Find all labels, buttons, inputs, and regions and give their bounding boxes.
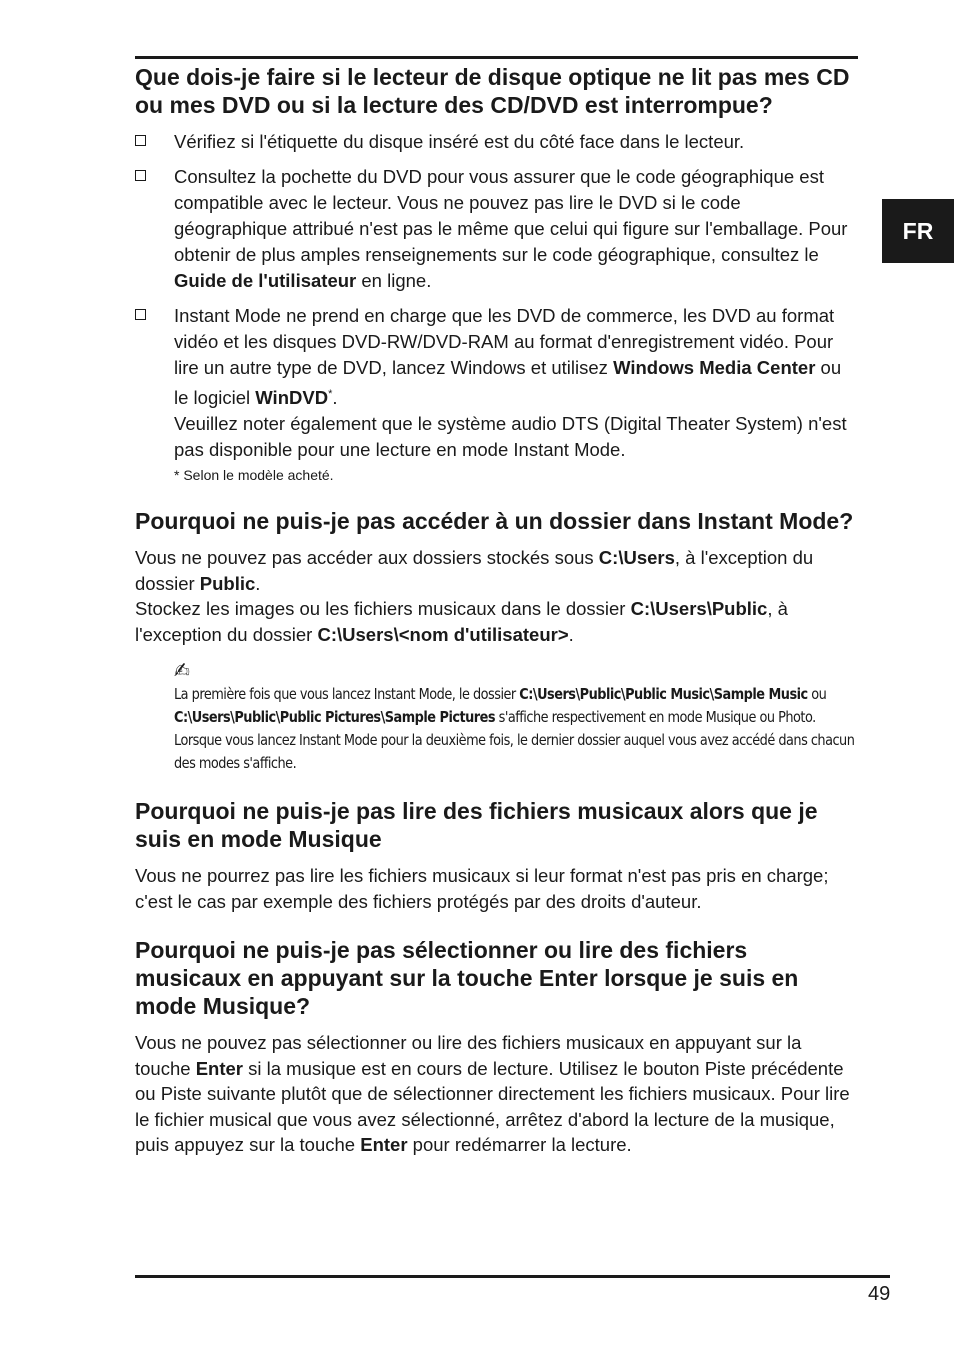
checklist-item [135, 164, 858, 294]
folder-path: C:\Users\<nom d'utilisateur> [317, 623, 569, 645]
paragraph: Vous ne pouvez pas accéder aux dossiers stockés sous C:\Users, à l'exception du dossier Public. [135, 547, 814, 594]
note-text: La première fois que vous lancez Instant Mode, le dossier C:\Users\Public\Public Music\Sample Music ou C:\Users\Public\Public Pictures\Sample Pictures s'affiche respectivement en mode Musique ou Photo. Lorsque vous lancez Instant Mode pour la deuxième fois, le dernier dossier auquel vous avez accédé dans chacun des modes s'affiche. [174, 685, 855, 773]
paragraph: Vous ne pourrez pas lire les fichiers musicaux si leur format n'est pas pris en charge; c'est le cas par exemple des fichiers protégés par des droits d'auteur. [135, 865, 829, 912]
folder-path: Public [199, 572, 256, 594]
page-content [135, 63, 858, 1158]
checkbox-icon [135, 170, 146, 181]
checklist-item-text: Vérifiez si l'étiquette du disque inséré est du côté face dans le lecteur. [174, 131, 745, 152]
section-folder-access-title: Pourquoi ne puis-je pas accéder à un dossier dans Instant Mode? [135, 508, 854, 535]
checklist-item [135, 303, 858, 485]
folder-path: C:\Users [598, 547, 675, 569]
checklist-item-text: Veuillez noter également que le système audio DTS (Digital Theater System) n'est pas disponible pour une lecture en mode Instant Mode. [174, 413, 847, 461]
page-number: 49 [868, 1283, 891, 1305]
checklist-item [135, 129, 858, 155]
section-music-playback-title: Pourquoi ne puis-je pas lire des fichiers musicaux alors que je suis en mode Musique [135, 798, 818, 853]
top-rule [135, 56, 858, 59]
language-tab: FR [882, 199, 954, 263]
folder-path: C:\Users\Public [630, 598, 768, 620]
guide-reference: Guide de l'utilisateur [174, 270, 357, 291]
key-name: Enter [195, 1057, 243, 1079]
checkbox-icon [135, 309, 146, 320]
checklist-item-text: . [332, 387, 338, 409]
checklist-item-text: Consultez la pochette du DVD pour vous assurer que le code géographique est compatible avec le lecteur. Vous ne pouvez pas lire le DVD si le code géographique attribué n'est pas le même que celui qui figure sur l'emballage. Pour obtenir de plus amples renseignements sur le code géographique, consultez le [174, 166, 848, 265]
folder-path: C:\Users\Public\Public Pictures\Sample Pictures [174, 708, 496, 727]
paragraph: Stockez les images ou les fichiers musicaux dans le dossier C:\Users\Public, à l'exception du dossier C:\Users\<nom d'utilisateur>. [135, 598, 788, 645]
checklist-item-text: ou le logiciel [174, 357, 842, 409]
optical-disc-checklist [135, 129, 858, 485]
checklist-item-text: en ligne. [356, 270, 432, 291]
folder-path: C:\Users\Public\Public Music\Sample Music [519, 685, 808, 704]
software-name: WinDVD [255, 387, 329, 409]
bottom-rule [135, 1275, 890, 1278]
checklist-item-text: Instant Mode ne prend en charge que les DVD de commerce, les DVD au format vidéo et les disques DVD-RW/DVD-RAM au format d'enregistrement vidéo. Pour lire un autre type de DVD, lancez Windows et utilisez [174, 305, 835, 378]
paragraph: Vous ne pouvez pas sélectionner ou lire des fichiers musicaux en appuyant sur la touche Enter si la musique est en cours de lecture. Utilisez le bouton Piste précédente ou Piste suivante plutôt que de sélectionner directement les fichiers musicaux. Pour lire le fichier musical que vous avez sélectionné, arrêtez d'abord la lecture de la musique, puis appuyez sur la touche Enter pour redémarrer la lecture. [135, 1032, 850, 1156]
footnote: * Selon le modèle acheté. [174, 467, 334, 484]
section-enter-key-title: Pourquoi ne puis-je pas sélectionner ou lire des fichiers musicaux en appuyant sur la touche Enter lorsque je suis en mode Musique? [135, 937, 799, 1020]
key-name: Enter [360, 1134, 408, 1156]
note-block [174, 661, 862, 775]
checkbox-icon [135, 135, 146, 146]
footnote-marker: * [328, 388, 333, 400]
note-pencil-icon: ✍ [174, 659, 190, 685]
software-name: Windows Media Center [613, 357, 816, 378]
section-optical-disc-title: Que dois-je faire si le lecteur de disque optique ne lit pas mes CD ou mes DVD ou si la lecture des CD/DVD est interrompue? [135, 64, 850, 118]
